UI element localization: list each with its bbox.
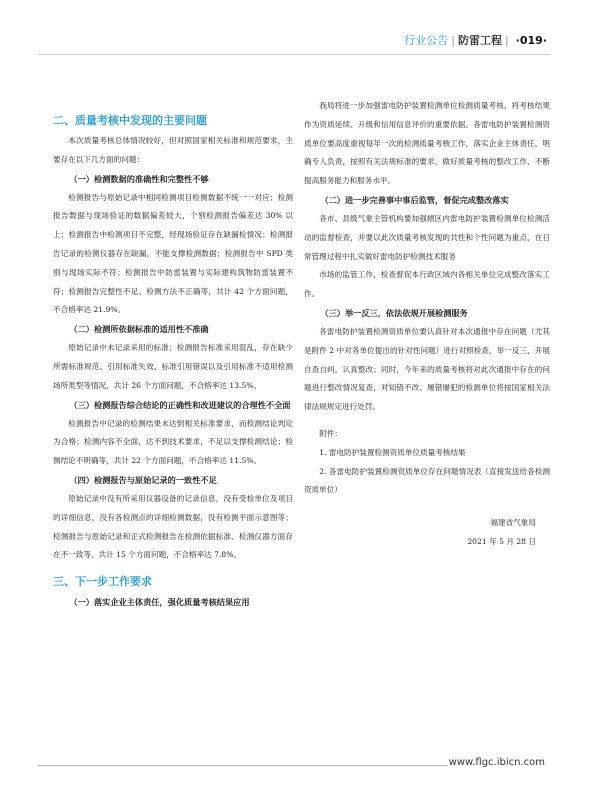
paragraph-1: 检测报告与原始记录中相同检测项目检测数据不统一一对应；检测报告数据与现场验证的数据偏差较大，个别检测报告偏差达 30% 以上；检测报告中检测项目不完整，经现场验证存在缺漏检情况；检测报告记录的检测仪器存在缺漏，不能支撑检测数据；检测报告中 SPD 类别与现场实际不符；检测报告中防雷装置与实际建构筑物防雷装置不符；检测报告完整性不足、检测方法不正确等，共计 42 个方面问题，不合格率达 21.9%。 (53, 192, 293, 315)
header-divider (38, 54, 551, 55)
attachment-1: 1. 雷电防护装置检测资质单位质量考核结果 (319, 447, 466, 457)
subheading-next-1: （一）落实企业主体责任，强化质量考核结果应用 (69, 597, 250, 608)
subheading-1: （一）检测数据的准确性和完整性不够 (69, 173, 209, 184)
right-column (304, 97, 550, 552)
paragraph-continued: 我局将进一步加强雷电防护装置检测单位检测质量考核，将考核结果作为资质延续、升级和信用信息评价的重要依据。各雷电防护装置检测资质单位要高度重视每年一次的检测质量考核工作，落实企业主体责任，明确专人负责，按照有关法规标准的要求，做好质量考核的整改工作，不断提高服务能力和服务水平。 (304, 101, 550, 186)
header-section: 行业公告 (404, 34, 449, 47)
intro-paragraph: 本次质量考核总体情况较好，但对照国家相关标准和规范要求，主要存在以下几方面的问题： (53, 136, 293, 164)
paragraph-next-2a: 各市、县级气象主管机构要加强辖区内雷电防护装置检测单位检测活动的监督检查，并要以此次质量考核发现的共性和个性问题为重点，在日常管理过程中扎实做好雷电防护检测技术服务 (304, 213, 550, 261)
attachments (304, 425, 550, 500)
signature-block (304, 514, 550, 552)
signature-date: 2021 年 5 月 28 日 (467, 536, 536, 546)
section-heading-next-steps: 三、下一步工作要求 (53, 575, 152, 589)
left-column (53, 110, 293, 612)
paragraph-next-2b: 市场的监管工作，检查督促本行政区域内各相关单位完成整改落实工作。 (304, 270, 550, 299)
page-header: 行业公告 | 防雷工程 | ·019· (404, 34, 547, 47)
subheading-next-2: （二）进一步完善事中事后监管，督促完成整改落实 (320, 194, 509, 205)
paragraph-next-3: 各雷电防护装置检测资质单位要认真针对本次通报中存在问题（尤其是附件 2 中对各单位提出的针对性问题）进行对照检查，举一反三，开展自查自纠，认真整改；同时，今年来的质量考核将对此次通报中存在的问题进行整改情况复查，对知错不改、屡错屡犯的检测单位将按国家相关法律法规规定进行处罚。 (304, 326, 550, 412)
header-magazine: 防雷工程 (457, 34, 502, 47)
subheading-next-3: （三）举一反三，依法依规开展检测服务 (320, 307, 468, 318)
paragraph-2: 原始记录中未记录采用的标准；检测报告标准采用混乱，存在缺少所需标准规范、引用标准失效、标准引用错误以及引用标准不适用检测场所类型等情况，共计 26 个方面问题，不合格率达 13.5%。 (53, 343, 293, 390)
paragraph-4: 原始记录中没有所采用仪器设备的记录信息，没有受检单位及项目的详细信息，没有各检测点的详细检测数据，没有检测平面示意图等；检测报告与原始记录和正式检测报告在检测依据标准、检测仪器方面存在不一致等，共计 15 个方面问题，不合格率达 7.8%。 (53, 493, 293, 560)
subheading-2: （二）检测所依据标准的适用性不准确 (69, 324, 209, 335)
footer-divider (38, 765, 448, 766)
attachments-title: 附件： (319, 428, 342, 438)
footer-url: www.flgc.ibicn.com (448, 757, 545, 768)
subheading-3: （三）检测报告综合结论的正确性和改进建议的合理性不全面 (69, 399, 291, 410)
section-heading-problems: 二、质量考核中发现的主要问题 (53, 114, 207, 127)
subheading-4: （四）检测报告与原始记录的一致性不足 (69, 474, 217, 485)
paragraph-3: 检测报告中记录的检测结果未达到相关标准要求，而检测结论判定为合格；检测内容不全面，达不到技术要求，不足以支撑检测结论；检测结论不明确等，共计 22 个方面问题，不合格率达 11.5%。 (53, 418, 293, 466)
signature-org: 福建省气象局 (490, 518, 536, 528)
attachment-2: 2. 各雷电防护装置检测资质单位存在问题情况表（直接发送给各检测资质单位） (304, 466, 550, 495)
header-page-number: ·019· (515, 34, 547, 47)
